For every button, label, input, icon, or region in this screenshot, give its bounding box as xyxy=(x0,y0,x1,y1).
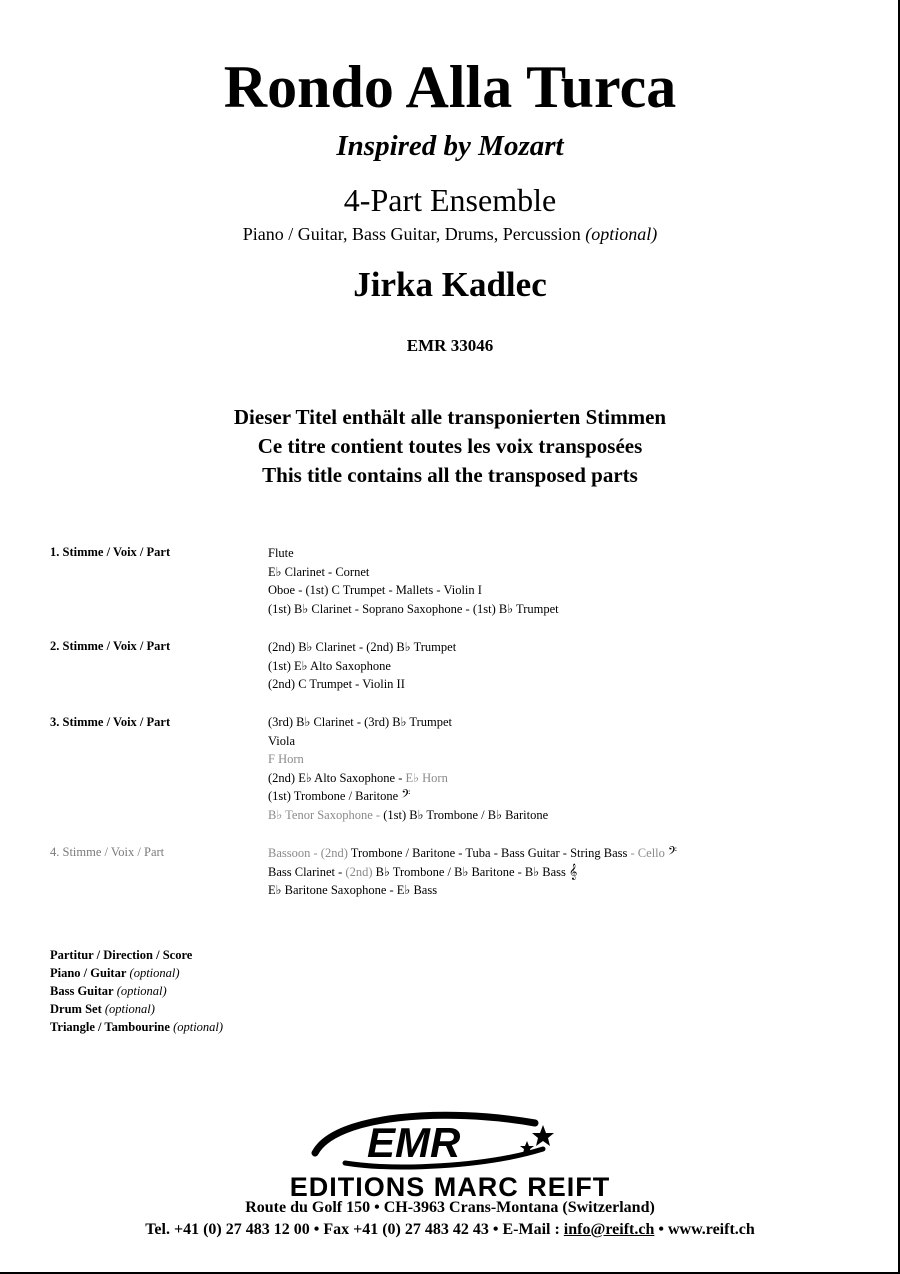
part-line: Viola xyxy=(268,733,296,748)
notice-french: Ce titre contient toutes les voix transposées xyxy=(257,434,643,458)
extra-part xyxy=(50,964,223,982)
part-line-segment: (1st) Trombone / Baritone xyxy=(268,789,399,803)
part-4-label: 4. Stimme / Voix / Part xyxy=(50,845,165,859)
part-1-label: 1. Stimme / Voix / Part xyxy=(50,545,171,559)
extra-part-note: (optional) xyxy=(116,984,167,998)
bass-clef-icon: 𝄢 xyxy=(668,845,678,861)
extra-part xyxy=(50,1000,223,1018)
piece-title: Rondo Alla Turca xyxy=(223,54,677,120)
part-line: (3rd) B♭ Clarinet - (3rd) B♭ Trumpet xyxy=(268,715,452,729)
publisher-address: Route du Golf 150 • CH-3963 Crans-Montana (Switzerland) xyxy=(245,1199,655,1216)
part-4-instruments xyxy=(268,844,677,900)
part-line-segment: Bassoon - (2nd) xyxy=(268,846,351,860)
part-line-segment: Trombone / Baritone - Tuba - Bass Guitar - String Bass xyxy=(350,846,628,860)
extra-part-name: Partitur / Direction / Score xyxy=(50,948,193,962)
part-line-segment: B♭ Trombone / B♭ Baritone - B♭ Bass xyxy=(372,864,566,879)
additional-parts-list xyxy=(50,946,223,1036)
part-line xyxy=(268,863,677,882)
treble-clef-icon: 𝄞 xyxy=(569,863,578,880)
part-line: (2nd) C Trumpet - Violin II xyxy=(268,677,405,691)
extra-part-name: Drum Set xyxy=(50,1002,102,1016)
publisher-name: EDITIONS MARC REIFT xyxy=(289,1172,611,1202)
part-line: Oboe - (1st) C Trumpet - Mallets - Violin I xyxy=(268,583,482,597)
part-line-segment: - Cello xyxy=(627,846,665,860)
part-line: (2nd) B♭ Clarinet - (2nd) B♭ Trumpet xyxy=(268,640,457,654)
extra-part-note: (optional) xyxy=(104,1002,155,1016)
extra-part-note: (optional) xyxy=(129,966,180,980)
catalog-number: EMR 33046 xyxy=(406,336,494,355)
extra-part xyxy=(50,982,223,1000)
part-3-instruments xyxy=(268,713,548,824)
part-line: Flute xyxy=(268,546,294,560)
instrumentation-main: Piano / Guitar, Bass Guitar, Drums, Percussion xyxy=(242,224,581,244)
extra-part xyxy=(50,946,223,964)
piece-subtitle: Inspired by Mozart xyxy=(336,130,564,162)
part-line: E♭ Clarinet - Cornet xyxy=(268,564,370,579)
part-2-label: 2. Stimme / Voix / Part xyxy=(50,639,171,653)
part-line xyxy=(268,844,677,863)
part-2-instruments xyxy=(268,638,456,694)
part-line xyxy=(268,769,548,788)
contact-phone-fax: Tel. +41 (0) 27 483 12 00 • Fax +41 (0) 27 483 42 43 • E-Mail : xyxy=(145,1221,564,1238)
part-line: (1st) B♭ Clarinet - Soprano Saxophone - (1st) B♭ Trumpet xyxy=(268,601,559,616)
instrumentation-line xyxy=(0,224,900,245)
part-line-segment: Bass Clarinet - xyxy=(268,864,346,879)
part-line: F Horn xyxy=(268,752,304,766)
extra-part-name: Triangle / Tambourine xyxy=(50,1020,170,1034)
part-line-segment: (1st) B♭ Trombone / B♭ Baritone xyxy=(383,807,549,822)
part-line xyxy=(268,787,548,806)
extra-part xyxy=(50,1018,223,1036)
notice-english: This title contains all the transposed parts xyxy=(262,463,638,487)
logo-text: EMR xyxy=(367,1119,461,1166)
publisher-contact xyxy=(0,1221,900,1239)
part-1-instruments xyxy=(268,544,559,618)
part-line: E♭ Baritone Saxophone - E♭ Bass xyxy=(268,883,438,897)
emr-logo xyxy=(305,1105,565,1175)
ensemble-type: 4-Part Ensemble xyxy=(343,182,557,218)
email-link[interactable]: info@reift.ch xyxy=(563,1221,655,1238)
part-line xyxy=(268,806,548,825)
extra-part-name: Piano / Guitar xyxy=(50,966,127,980)
part-line-segment: (2nd) E♭ Alto Saxophone - xyxy=(268,770,406,785)
extra-part-name: Bass Guitar xyxy=(50,984,114,998)
contact-website[interactable]: • www.reift.ch xyxy=(654,1221,755,1238)
part-line-segment: E♭ Horn xyxy=(405,770,448,785)
composer-name: Jirka Kadlec xyxy=(353,265,547,304)
notice-german: Dieser Titel enthält alle transponierten Stimmen xyxy=(233,405,667,429)
extra-part-note: (optional) xyxy=(173,1020,224,1034)
part-3-label: 3. Stimme / Voix / Part xyxy=(50,715,171,729)
part-line-segment: B♭ Tenor Saxophone - xyxy=(268,807,384,822)
instrumentation-optional: (optional) xyxy=(585,224,658,244)
part-line: (1st) E♭ Alto Saxophone xyxy=(268,658,391,673)
part-line-segment: (2nd) xyxy=(345,864,373,879)
bass-clef-icon: 𝄢 xyxy=(401,788,411,804)
